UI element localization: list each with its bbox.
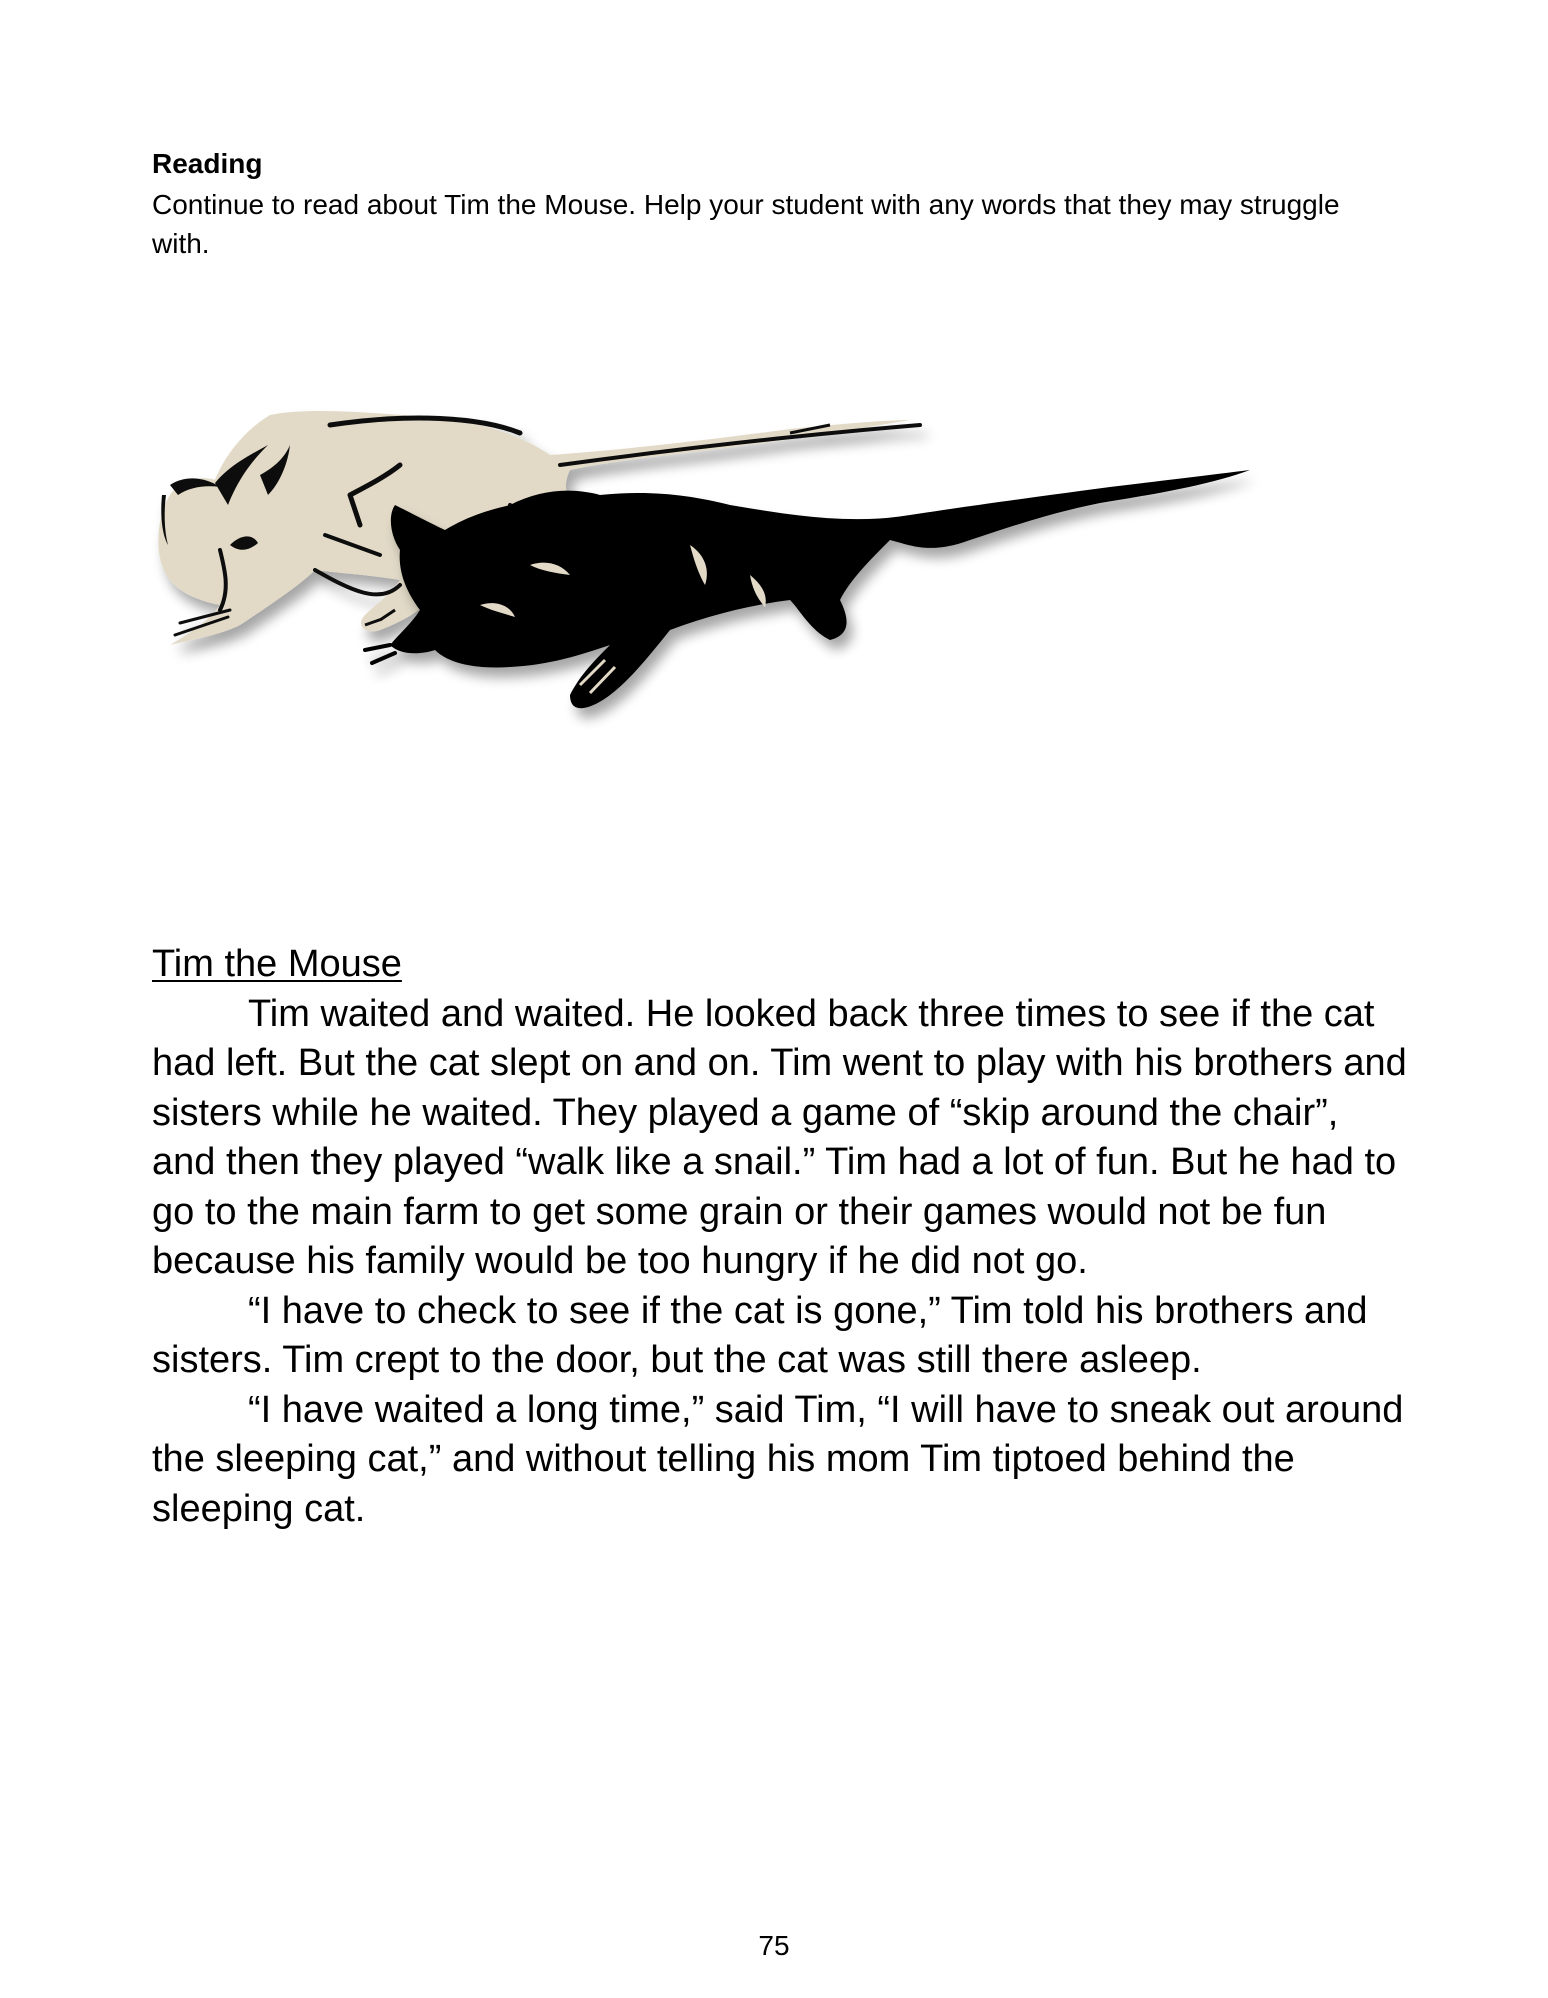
story-title: Tim the Mouse xyxy=(152,943,402,985)
reading-instructions: Continue to read about Tim the Mouse. Help your student with any words that they may struggle with. xyxy=(152,189,1340,259)
story-paragraph: Tim waited and waited. He looked back three times to see if the cat had left. But the cat slept on and on. Tim went to play with his brothers and sisters while he waited. They played a game of “skip around the chair”, and then they played “walk like a snail.” Tim had a lot of fun. But he had to go to the main farm to get some grain or their games would not be fun because his family would be too hungry if he did not go. xyxy=(152,992,1407,1282)
section-heading: Reading xyxy=(152,148,263,179)
page-number: 75 xyxy=(758,1930,790,1961)
story-paragraph: “I have waited a long time,” said Tim, “I will have to sneak out around the sleeping cat,” and without telling his mom Tim tiptoed behind the sleeping cat. xyxy=(152,1388,1404,1530)
story-paragraph: “I have to check to see if the cat is gone,” Tim told his brothers and sisters. Tim crept to the door, but the cat was still there asleep. xyxy=(152,1289,1368,1381)
story xyxy=(152,940,1412,1534)
mouse-and-cat-illustration xyxy=(150,395,1410,840)
